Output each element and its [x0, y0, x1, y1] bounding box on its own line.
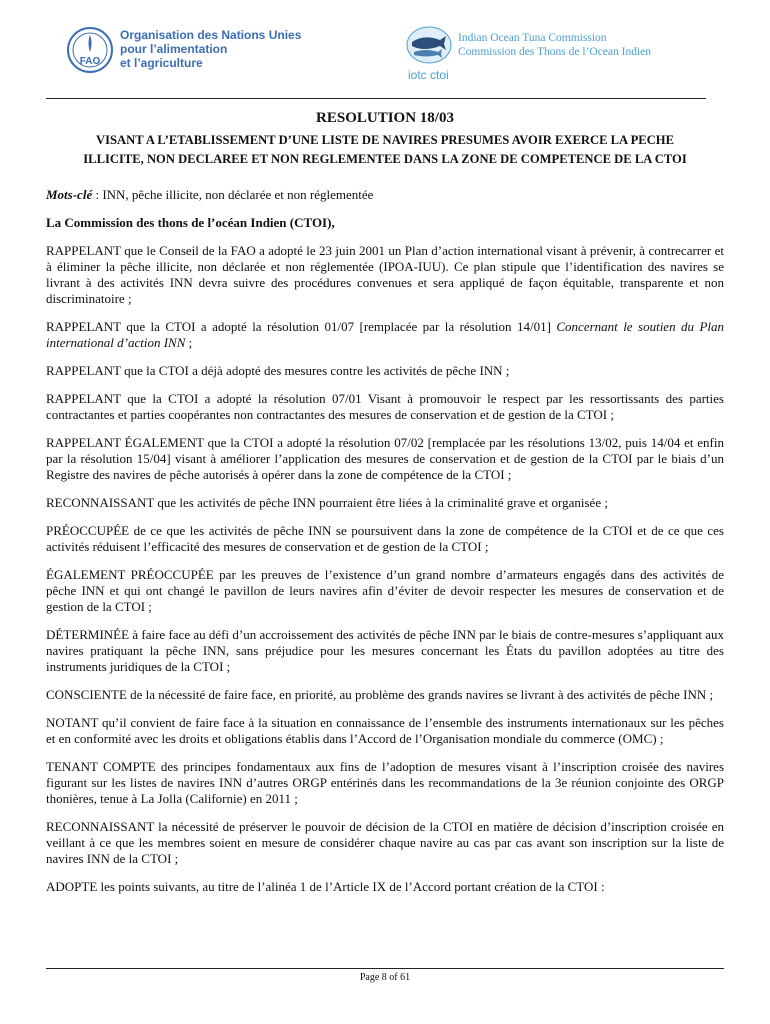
fao-logo-icon	[66, 26, 114, 74]
paragraph: PRÉOCCUPÉE de ce que les activités de pêche INN se poursuivent dans la zone de compétence de la CTOI et de ce que ces activités réduisent l’efficacité des mesures de conservation et de gestion de la CTOI ;	[46, 523, 724, 554]
paragraph: RECONNAISSANT la nécessité de préserver le pouvoir de décision de la CTOI en matière de décision d’inscription croisée en veillant à ce que les membres soient en mesure de considérer chaque navire au cas par cas avant son inscription sur la liste de navires INN de la CTOI ;	[46, 819, 724, 866]
fao-name	[120, 28, 301, 70]
paragraph-text: RAPPELANT que la CTOI a adopté la résolution 01/07 [remplacée par la résolution 14/01]	[46, 319, 557, 334]
paragraph: RECONNAISSANT que les activités de pêche INN pourraient être liées à la criminalité grave et organisée ;	[46, 495, 608, 510]
paragraph: ADOPTE les points suivants, au titre de l’alinéa 1 de l’Article IX de l’Accord portant création de la CTOI :	[46, 879, 605, 894]
paragraph: CONSCIENTE de la nécessité de faire face, en priorité, au problème des grands navires se livrant à des activités de pêche INN ;	[46, 687, 714, 702]
subtitle-line-2: ILLICITE, NON DECLAREE ET NON REGLEMENTEE DANS LA ZONE DE COMPETENCE DE LA CTOI	[83, 152, 687, 166]
iotc-line-1: Indian Ocean Tuna Commission	[458, 32, 607, 44]
keywords	[46, 187, 724, 203]
fao-line-1: Organisation des Nations Unies	[120, 28, 302, 42]
paragraph: RAPPELANT que la CTOI a déjà adopté des mesures contre les activités de pêche INN ;	[46, 363, 510, 378]
subtitle-line-1: VISANT A L’ETABLISSEMENT D’UNE LISTE DE NAVIRES PRESUMES AVOIR EXERCE LA PECHE	[96, 133, 674, 147]
paragraph: ÉGALEMENT PRÉOCCUPÉE par les preuves de l’existence d’un grand nombre d’armateurs engagés dans des activités de pêche INN et qui ont changé le pavillon de leurs navires afin d’éviter de devoir respecter les mesures de conservation et de gestion de la CTOI ;	[46, 567, 724, 614]
fao-line-3: et l’agriculture	[120, 56, 203, 70]
document-body	[46, 110, 724, 907]
fao-line-2: pour l’alimentation	[120, 42, 228, 56]
keywords-label: Mots-clé	[46, 187, 93, 202]
paragraph: RAPPELANT que la CTOI a adopté la résolution 07/01 Visant à promouvoir le respect par les ressortissants des parties contractantes et parties coopérantes non contractantes des mesures de conservation et de gestion de la CTOI ;	[46, 391, 724, 422]
paragraph	[46, 319, 724, 351]
iotc-line-2: Commission des Thons de l’Ocean Indien	[458, 46, 652, 58]
iotc-name	[458, 31, 651, 59]
paragraph-italic: Concernant le soutien du Plan international d’action INN	[46, 319, 725, 350]
paragraph: RAPPELANT ÉGALEMENT que la CTOI a adopté la résolution 07/02 [remplacée par les résolutions 13/02, puis 14/04 et enfin par la résolution 15/04] visant à améliorer l’application des mesures de conservation et de gestion de la CTOI par le biais d’un Registre des navires de pêche autorisés à opérer dans la zone de compétence de la CTOI ;	[46, 435, 724, 482]
resolution-subtitle	[46, 131, 724, 169]
keywords-value: : INN, pêche illicite, non déclarée et non réglementée	[92, 187, 374, 202]
paragraph: TENANT COMPTE des principes fondamentaux aux fins de l’adoption de mesures visant à l’inscription croisée des navires figurant sur les listes de navires INN d’autres ORGP entérinés dans les recommandations de la 3e réunion conjointe des ORGP thonières, tenue à La Jolla (Californie) en 2011 ;	[46, 759, 724, 806]
fao-logo-text: FAO	[79, 56, 101, 67]
iotc-abbreviation: iotc ctoi	[408, 68, 449, 82]
paragraph: RAPPELANT que le Conseil de la FAO a adopté le 23 juin 2001 un Plan d’action international visant à prévenir, à contrecarrer et à éliminer la pêche illicite, non déclarée et non réglementée (IPOA-IUU). Ce plan stipule que l’identification des navires se livrant à des activités INN devra suivre des procédures convenues et sera appliqué de façon équitable, transparente et non discriminatoire ;	[46, 243, 724, 306]
commission-heading: La Commission des thons de l’océan Indien (CTOI),	[46, 215, 335, 230]
paragraph: NOTANT qu’il convient de faire face à la situation en connaissance de l’ensemble des instruments internationaux sur les pêches et en conformité avec les droits et obligations établis dans l’Accord de l’Organisation mondiale du commerce (OMC) ;	[46, 715, 724, 746]
page-number: Page 8 of 61	[359, 972, 411, 983]
footer-divider	[46, 968, 724, 969]
paragraph: DÉTERMINÉE à faire face au défi d’un accroissement des activités de pêche INN par le biais de contre-mesures s’appliquant aux navires pratiquant la pêche INN, sans préjudice pour les mesures concernant les États du pavillon adoptées au titre des instruments juridiques de la CTOI ;	[46, 627, 724, 674]
iotc-logo-icon	[404, 24, 454, 66]
header-divider	[46, 98, 706, 99]
paragraph-end: ;	[185, 335, 193, 350]
page-header	[0, 0, 770, 95]
resolution-title: RESOLUTION 18/03	[316, 110, 454, 126]
